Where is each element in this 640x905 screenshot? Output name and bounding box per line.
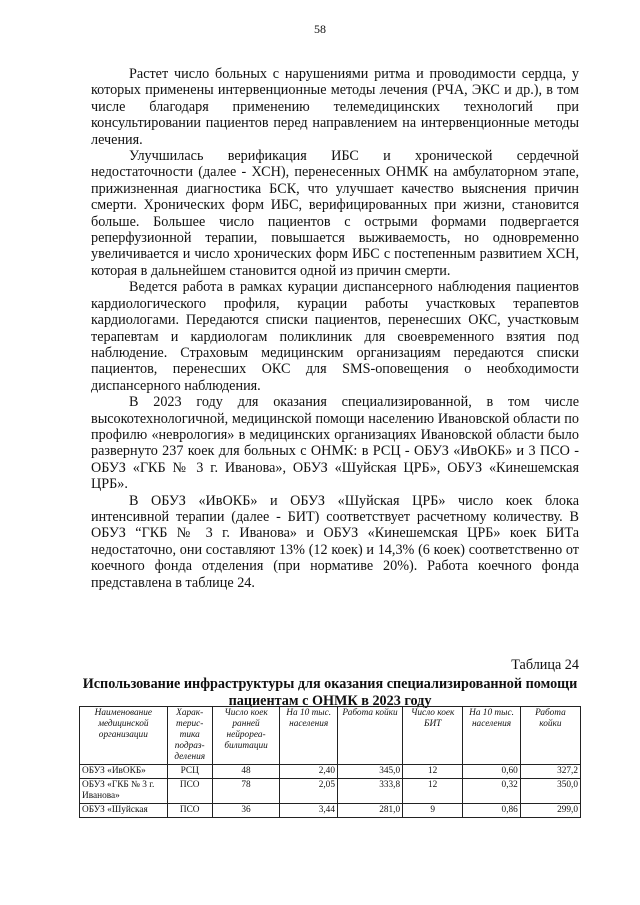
table-cell: 12 <box>403 779 463 804</box>
table-header-row <box>80 707 581 765</box>
header-cell: На 10 тыс. населения <box>280 707 338 765</box>
table-cell: 48 <box>212 765 280 779</box>
header-cell: Наименование медицинской организации <box>80 707 168 765</box>
header-cell: На 10 тыс. населения <box>463 707 521 765</box>
paragraph-3: Ведется работа в рамках курации диспансерного наблюдения пациентов кардиологического профиля, курации работы участковых терапевтов кардиологами. Передаются списки пациентов, перенесших ОКС, участковым терапевтам и кардиологам поликлиник для своевременного взятия под наблюдение. Страховым медицинским организациям передаются списки пациентов, перенесших ОКС для SMS-оповещения о необходимости диспансерного наблюдения. <box>91 279 579 394</box>
table-cell: РСЦ <box>167 765 212 779</box>
table-cell: 2,05 <box>280 779 338 804</box>
table-cell: 0,86 <box>463 804 521 818</box>
infrastructure-table <box>79 706 581 818</box>
table-cell: 3,44 <box>280 804 338 818</box>
table-cell: 281,0 <box>337 804 402 818</box>
table-cell: ОБУЗ «ГКБ № 3 г. Иванова» <box>80 779 168 804</box>
paragraph-1: Растет число больных с нарушениями ритма и проводимости сердца, у которых применены интервенционные методы лечения (РЧА, ЭКС и др.), в том числе благодаря применению телемедицинских технологий при консультировании пациентов перед направлением на интервенционные методы лечения. <box>91 66 579 148</box>
table-cell: ОБУЗ «Шуйская <box>80 804 168 818</box>
table-cell: 12 <box>403 765 463 779</box>
header-cell: Число коек ранней нейрореа-билитации <box>212 707 280 765</box>
table-cell: ОБУЗ «ИвОКБ» <box>80 765 168 779</box>
table-row <box>80 804 581 818</box>
table-cell: ПСО <box>167 804 212 818</box>
table-cell: 0,60 <box>463 765 521 779</box>
table-cell: 78 <box>212 779 280 804</box>
table-cell: 333,8 <box>337 779 402 804</box>
header-cell: Число коек БИТ <box>403 707 463 765</box>
table-cell: 9 <box>403 804 463 818</box>
table-cell: ПСО <box>167 779 212 804</box>
table-cell: 2,40 <box>280 765 338 779</box>
table-cell: 299,0 <box>520 804 580 818</box>
header-cell: Харак-терис-тика подраз-деления <box>167 707 212 765</box>
header-cell: Работа койки <box>337 707 402 765</box>
table-title: Использование инфраструктуры для оказания специализированной помощи пациентам с ОНМК в 2023 году <box>82 676 578 709</box>
paragraph-4: В 2023 году для оказания специализированной, в том числе высокотехнологичной, медицинской помощи населению Ивановской области по профилю «неврология» в медицинских организациях Ивановской области было развернуто 237 коек для больных с ОНМК: в РСЦ - ОБУЗ «ИвОКБ» и 3 ПСО - ОБУЗ «ГКБ № 3 г. Иванова», ОБУЗ «Шуйская ЦРБ», ОБУЗ «Кинешемская ЦРБ». <box>91 394 579 493</box>
table-cell: 350,0 <box>520 779 580 804</box>
table-row <box>80 779 581 804</box>
paragraph-5: В ОБУЗ «ИвОКБ» и ОБУЗ «Шуйская ЦРБ» число коек блока интенсивной терапии (далее - БИТ) соответствует расчетному количеству. В ОБУЗ “ГКБ № 3 г. Иванова» и ОБУЗ «Кинешемская ЦРБ» коек БИТа недостаточно, они составляют 13% (12 коек) и 14,3% (6 коек) соответственно от коечного фонда отделения (при нормативе 20%). Работа коечного фонда представлена в таблице 24. <box>91 492 579 591</box>
page-number: 58 <box>314 22 326 36</box>
table-cell: 0,32 <box>463 779 521 804</box>
table-row <box>80 765 581 779</box>
header-cell: Работа койки <box>520 707 580 765</box>
table-cell: 36 <box>212 804 280 818</box>
body-text <box>91 66 579 591</box>
table-cell: 345,0 <box>337 765 402 779</box>
table-container <box>79 706 581 821</box>
table-label: Таблица 24 <box>511 657 579 673</box>
paragraph-2: Улучшилась верификация ИБС и хронической сердечной недостаточности (далее - ХСН), перенесенных ОНМК на амбулаторном этапе, прижизненная диагностика БСК, что улучшает качество выяснения причин смерти. Хронических форм ИБС, верифицированных при жизни, становится больше. Большее число пациентов с острыми формами подвергается реперфузионной терапии, повышается выживаемость, но одновременно увеличивается и число хронических форм ИБС с постепенным развитием ХСН, которая в дальнейшем становится одной из причин смерти. <box>91 148 579 279</box>
table-cell: 327,2 <box>520 765 580 779</box>
